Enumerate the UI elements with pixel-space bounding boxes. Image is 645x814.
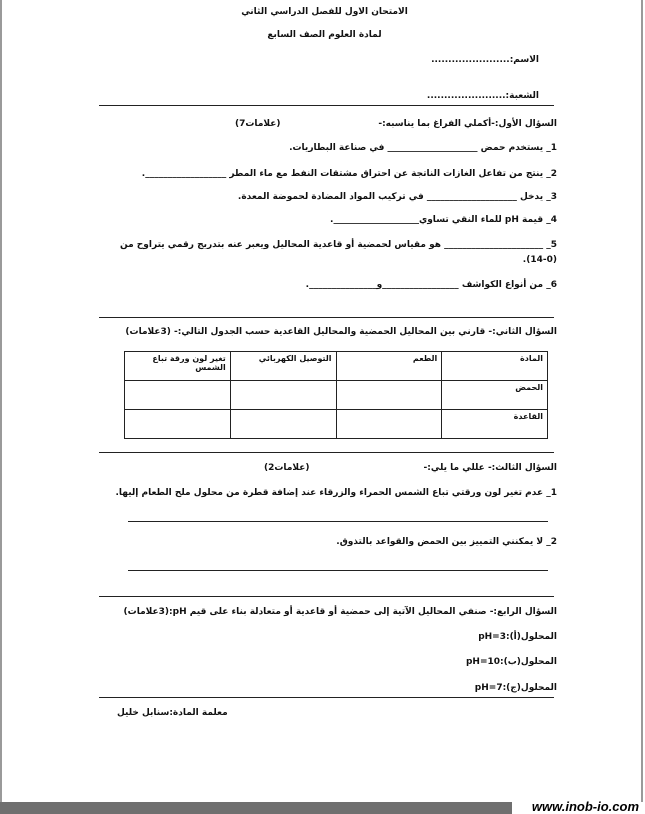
table-header-cell: المادة <box>442 352 548 381</box>
exam-title: الامتحان الاول للفصل الدراسي الثاني <box>241 7 408 17</box>
table-cell <box>230 410 336 439</box>
website-watermark: www.inob-io.com <box>531 799 639 814</box>
q3-item-2: 2_ لا يمكنني التمييز بين الحمض والقواعد بالتذوق. <box>336 537 557 547</box>
q1-item-2: 2_ ينتج من تفاعل الغازات الناتجة عن احتراق مشتقات النفط مع ماء المطر __________________. <box>141 169 557 179</box>
q1-item-1: 1_ يستخدم حمض ____________________ في صناعة البطاريات. <box>289 143 557 153</box>
q1-item-5: 5_ ______________________ هو مقياس لحمضية أو قاعدية المحاليل ويعبر عنه بتدريج رقمي يتراوح من <box>120 240 557 250</box>
table-cell <box>230 381 336 410</box>
q1-item-5-cont: (14-0). <box>522 255 557 265</box>
section-field: الشعبة:....................... <box>426 91 539 101</box>
name-field: الاسم:....................... <box>431 55 539 65</box>
divider <box>99 697 554 698</box>
answer-line <box>128 570 548 571</box>
q1-marks: (7علامات) <box>235 119 281 129</box>
q2-title: السؤال الثاني:- قارني بين المحاليل الحمضية والمحاليل القاعدية حسب الجدول التالي:- (3علامات) <box>125 327 557 337</box>
q4-item-b: المحلول(ب):pH=10 <box>465 657 557 667</box>
table-header-cell: الطعم <box>336 352 442 381</box>
table-cell <box>336 381 442 410</box>
table-cell <box>336 410 442 439</box>
q1-item-4: 4_ قيمة pH للماء النقي تساوي___________________. <box>330 215 557 225</box>
q3-title: السؤال الثالث:- عللي ما يلي:- <box>423 463 557 473</box>
table-cell: الحمض <box>442 381 548 410</box>
q4-item-a: المحلول(أ):pH=3 <box>478 632 557 642</box>
q4-title: السؤال الرابع:- صنفي المحاليل الآتية إلى حمضية أو قاعدية أو متعادلة بناء على قيم pH:(3علامات) <box>123 607 557 617</box>
divider <box>99 317 554 318</box>
divider <box>99 452 554 453</box>
table-row <box>125 410 548 439</box>
divider <box>99 596 554 597</box>
q1-item-3: 3_ يدخل ____________________ في تركيب المواد المضادة لحموضة المعدة. <box>237 192 557 202</box>
q4-item-c: المحلول(ج):pH=7 <box>474 683 557 693</box>
table-row <box>125 381 548 410</box>
q1-title: السؤال الأول:-أكملي الفراغ بما يناسبه:- <box>378 119 557 129</box>
teacher-name: معلمة المادة:سنابل خليل <box>117 708 228 718</box>
table-header-row <box>125 352 548 381</box>
subject-line: لمادة العلوم الصف السابع <box>267 30 382 40</box>
table-cell <box>125 381 231 410</box>
q1-item-6: 6_ من أنواع الكواشف _________________و_______________. <box>305 280 557 290</box>
page-bottom-bar <box>0 802 512 814</box>
comparison-table <box>124 351 548 439</box>
table-header-cell: تغير لون ورقة تباع الشمس <box>125 352 231 381</box>
q3-marks: (2علامات) <box>264 463 310 473</box>
table-cell <box>125 410 231 439</box>
table-cell: القاعدة <box>442 410 548 439</box>
answer-line <box>128 521 548 522</box>
table-header-cell: التوصيل الكهربائي <box>230 352 336 381</box>
divider <box>99 105 554 106</box>
q3-item-1: 1_ عدم تغير لون ورقتي تباع الشمس الحمراء والزرقاء عند إضافة قطرة من محلول ملح الطعام إليها. <box>115 488 557 498</box>
